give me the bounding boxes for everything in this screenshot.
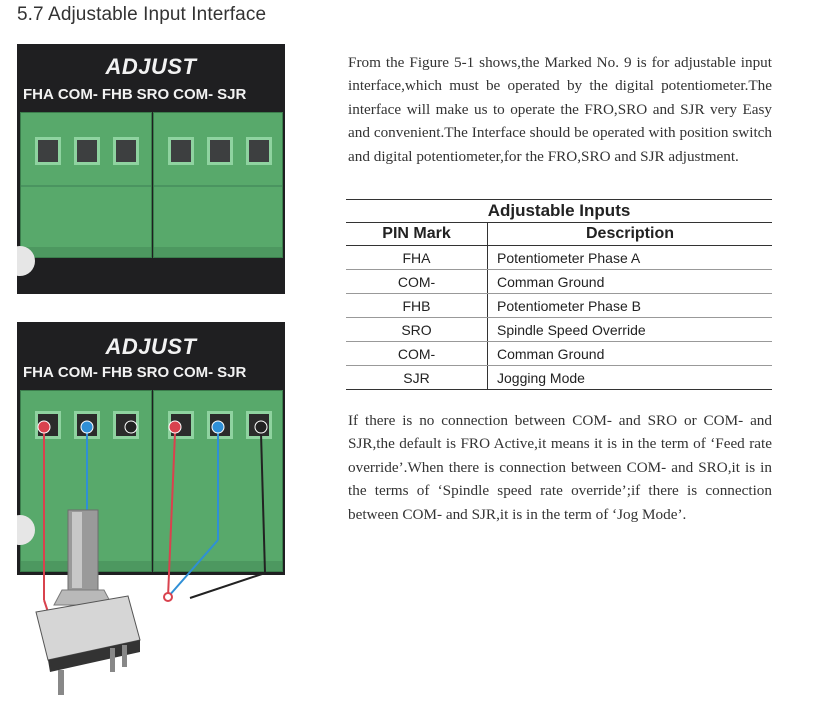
wire-dot	[38, 421, 50, 433]
pin-label: SJR	[217, 364, 247, 381]
column-header-description: Description	[488, 223, 773, 246]
pin-cell: SRO	[346, 318, 488, 342]
wire-sjr-lead	[190, 573, 265, 598]
pin-cell: SJR	[346, 366, 488, 390]
pin-label: COM-	[173, 86, 214, 103]
description-cell: Comman Ground	[488, 342, 773, 366]
table-header-row	[346, 223, 772, 246]
table-row	[346, 318, 772, 342]
table-row	[346, 270, 772, 294]
potentiometer-illustration	[36, 510, 140, 695]
intro-paragraph: From the Figure 5-1 shows,the Marked No. 9 is for adjustable input interface,which must be operated by the digital potentiometer.The interface will make us to operate the FRO,SRO and SJR very Easy and convenient.The Interface should be operated with position switch and digital potentiometer,for the FRO,SRO and SJR adjustment.	[348, 54, 772, 165]
wire-dot	[212, 421, 224, 433]
board-title: ADJUST	[105, 54, 197, 79]
wire-com-2-lead	[168, 540, 218, 597]
pin-cell: FHA	[346, 246, 488, 270]
table-row	[346, 246, 772, 270]
wire-sjr	[261, 433, 265, 573]
wire-dot	[81, 421, 93, 433]
pin-label: SRO	[136, 364, 170, 381]
description-cell: Potentiometer Phase B	[488, 294, 773, 318]
wire-dot	[255, 421, 267, 433]
wire-junction	[164, 593, 172, 601]
pin-label: COM-	[57, 364, 98, 381]
adjustable-inputs-table	[346, 199, 772, 390]
pin-label: COM-	[173, 364, 214, 381]
table-row	[346, 342, 772, 366]
pin-label: FHA	[23, 86, 54, 103]
table-row	[346, 294, 772, 318]
wire-dot	[125, 421, 137, 433]
pin-label: SJR	[217, 86, 247, 103]
table-row	[346, 366, 772, 390]
pin-label: FHA	[23, 364, 54, 381]
pin-cell: FHB	[346, 294, 488, 318]
description-cell: Comman Ground	[488, 270, 773, 294]
explanation-paragraph: If there is no connection between COM- and SRO or COM- and SJR,the default is FRO Active,it means it is in the term of ‘Feed rate override’.When there is connection between COM- and SRO,it is in the terms of ‘Spindle speed rate override’;if there is connection between COM- and SJR,it is in the term of ‘Jog Mode’.	[348, 412, 772, 523]
board-title: ADJUST	[105, 334, 197, 359]
section-title: 5.7 Adjustable Input Interface	[17, 4, 267, 25]
column-header-pin: PIN Mark	[346, 223, 488, 246]
description-cell: Jogging Mode	[488, 366, 773, 390]
wire-sro	[168, 433, 175, 597]
pin-label: FHB	[101, 364, 133, 381]
table-caption: Adjustable Inputs	[346, 199, 772, 222]
wire-dot	[169, 421, 181, 433]
pin-label: FHB	[101, 86, 133, 103]
pin-cell: COM-	[346, 270, 488, 294]
description-cell: Potentiometer Phase A	[488, 246, 773, 270]
pin-cell: COM-	[346, 342, 488, 366]
description-cell: Spindle Speed Override	[488, 318, 773, 342]
pin-label: COM-	[57, 86, 98, 103]
pin-label: SRO	[136, 86, 170, 103]
